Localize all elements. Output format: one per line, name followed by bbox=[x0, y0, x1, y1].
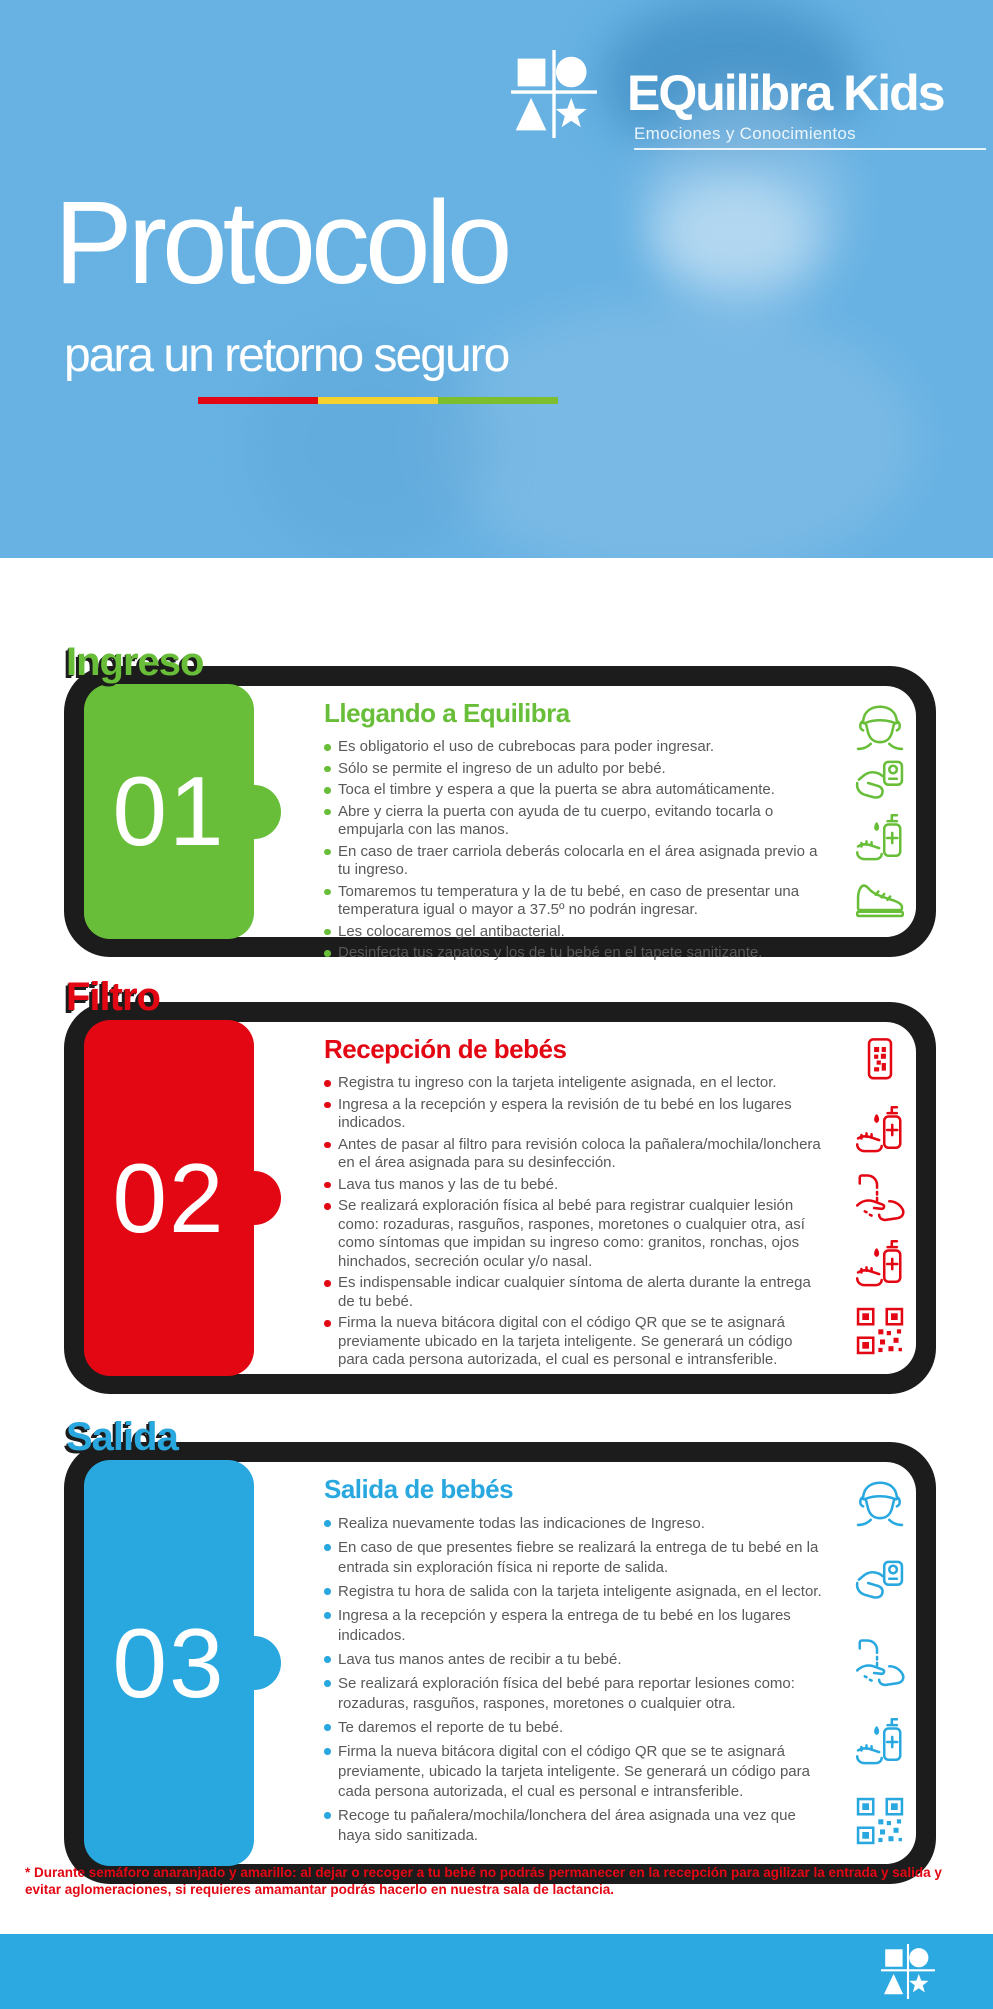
icon-column bbox=[848, 1036, 912, 1358]
bullet-list bbox=[324, 1514, 824, 1846]
puzzle-piece bbox=[84, 684, 254, 939]
bullet-item: Realiza nuevamente todas las indicaciones de Ingreso. bbox=[324, 1514, 824, 1534]
qr-code-icon bbox=[853, 1304, 907, 1358]
brand-rule bbox=[634, 148, 986, 150]
hand-washing-icon bbox=[853, 1635, 907, 1689]
step-number: 01 bbox=[112, 756, 226, 866]
bullet-item: Se realizará exploración física al bebé para registrar cualquier lesión como: rozaduras, rasguños, raspones, moretones o cualquier otra, así como síntomas que impidan su ingreso como: granitos, ronchas, ojos hinchados, secreción ocular y/o nasal. bbox=[324, 1197, 824, 1271]
bullet-item: En caso de que presentes fiebre se realizará la entrega de tu bebé en la entrada sin exploración física ni reporte de salida. bbox=[324, 1538, 824, 1578]
bullet-item: Les colocaremos gel antibacterial. bbox=[324, 923, 824, 942]
bullet-item: Lava tus manos y las de tu bebé. bbox=[324, 1176, 824, 1195]
bullet-item: En caso de traer carriola deberás colocarla en el área asignada previo a tu ingreso. bbox=[324, 843, 824, 880]
bullet-list bbox=[324, 1074, 824, 1370]
tricolor-bar bbox=[198, 397, 558, 404]
doorbell-icon bbox=[853, 756, 907, 810]
card-title: Llegando a Equilibra bbox=[324, 698, 570, 728]
bullet-item: Ingresa a la recepción y espera la revisión de tu bebé en los lugares indicados. bbox=[324, 1096, 824, 1133]
bullet-item: Te daremos el reporte de tu bebé. bbox=[324, 1718, 824, 1738]
brand-name: EQuilibra Kids bbox=[627, 65, 944, 121]
bullet-item: Recoge tu pañalera/mochila/lonchera del área asignada una vez que haya sido sanitizada. bbox=[324, 1806, 824, 1846]
card-title: Recepción de bebés bbox=[324, 1034, 567, 1064]
brand-logo-icon bbox=[506, 50, 602, 138]
section-label: Salida bbox=[66, 1415, 178, 1459]
face-mask-icon bbox=[853, 700, 907, 754]
qr-card-icon bbox=[853, 1036, 907, 1090]
hand-washing-icon bbox=[853, 1170, 907, 1224]
step-number: 02 bbox=[112, 1142, 226, 1253]
hero-header bbox=[0, 0, 993, 558]
bullet-item: Es indispensable indicar cualquier síntoma de alerta durante la entrega de tu bebé. bbox=[324, 1274, 824, 1311]
card-title: Salida de bebés bbox=[324, 1474, 514, 1504]
brand-tagline: Emociones y Conocimientos bbox=[634, 124, 856, 143]
bullet-item: Firma la nueva bitácora digital con el código QR que se te asignará previamente ubicado en la tarjeta inteligente. Se generará un código para cada persona autorizada, el cual es personal e intransferible. bbox=[324, 1314, 824, 1370]
face-mask-icon bbox=[853, 1476, 907, 1530]
puzzle-piece bbox=[84, 1460, 254, 1866]
note-line: * Durante semáforo anaranjado y amarillo: al dejar o recoger a tu bebé no podrás permanecer en la recepción para agilizar la entrada y salida y bbox=[25, 1865, 942, 1880]
qr-code-icon bbox=[853, 1794, 907, 1848]
bottom-bar bbox=[0, 1934, 993, 2009]
bullet-item: Lava tus manos antes de recibir a tu bebé. bbox=[324, 1650, 824, 1670]
bullet-list bbox=[324, 738, 824, 963]
hand-sanitizer-icon bbox=[853, 1715, 907, 1769]
bar-red bbox=[198, 397, 318, 404]
bullet-item: Es obligatorio el uso de cubrebocas para poder ingresar. bbox=[324, 738, 824, 757]
bullet-item: Sólo se permite el ingreso de un adulto por bebé. bbox=[324, 760, 824, 779]
bullet-item: Firma la nueva bitácora digital con el código QR que se te asignará previamente, ubicado la tarjeta inteligente. Se generará un código para cada persona autorizada, el cual es personal e intransferible. bbox=[324, 1742, 824, 1802]
bullet-item: Ingresa a la recepción y espera la entrega de tu bebé en los lugares indicados. bbox=[324, 1606, 824, 1646]
step-number: 03 bbox=[112, 1607, 226, 1718]
doorbell-icon bbox=[853, 1556, 907, 1610]
bar-green bbox=[438, 397, 558, 404]
bullet-item: Registra tu hora de salida con la tarjeta inteligente asignada, en el lector. bbox=[324, 1582, 824, 1602]
bullet-item: Registra tu ingreso con la tarjeta inteligente asignada, en el lector. bbox=[324, 1074, 824, 1093]
section-card bbox=[64, 1002, 936, 1394]
section-card bbox=[64, 666, 936, 961]
bar-yellow bbox=[318, 397, 438, 404]
bullet-item: Tomaremos tu temperatura y la de tu bebé, en caso de presentar una temperatura igual o mayor a 37.5º no podrán ingresar. bbox=[324, 883, 824, 920]
puzzle-piece bbox=[84, 1020, 254, 1376]
icon-column bbox=[848, 1476, 912, 1848]
section-label: Ingreso bbox=[66, 640, 204, 684]
icon-column bbox=[848, 700, 912, 921]
section-card bbox=[64, 1442, 936, 1884]
hand-sanitizer-icon bbox=[853, 1237, 907, 1291]
hand-sanitizer-icon bbox=[853, 811, 907, 865]
brand-logo-icon bbox=[881, 1943, 935, 2000]
traffic-light-note bbox=[25, 1864, 970, 1898]
bullet-item: Antes de pasar al filtro para revisión coloca la pañalera/mochila/lonchera en el área asignada para su desinfección. bbox=[324, 1136, 824, 1173]
bullet-item: Se realizará exploración física del bebé para reportar lesiones como: rozaduras, rasguños, raspones, moretones o cualquier otra. bbox=[324, 1674, 824, 1714]
section-label: Filtro bbox=[66, 975, 160, 1019]
page-title: Protocolo bbox=[54, 177, 508, 309]
bullet-item: Abre y cierra la puerta con ayuda de tu cuerpo, evitando tocarla o empujarla con las manos. bbox=[324, 803, 824, 840]
bullet-item: Toca el timbre y espera a que la puerta se abra automáticamente. bbox=[324, 781, 824, 800]
hand-sanitizer-icon bbox=[853, 1103, 907, 1157]
page-subtitle: para un retorno seguro bbox=[64, 329, 509, 382]
photo-blob bbox=[655, 175, 815, 290]
shoe-sanitizing-mat-icon bbox=[853, 867, 907, 921]
bullet-item: Desinfecta tus zapatos y los de tu bebé en el tapete sanitizante. bbox=[324, 944, 824, 963]
note-line: evitar aglomeraciones, si requieres amamantar podrás hacerlo en nuestra sala de lactancia. bbox=[25, 1882, 615, 1897]
